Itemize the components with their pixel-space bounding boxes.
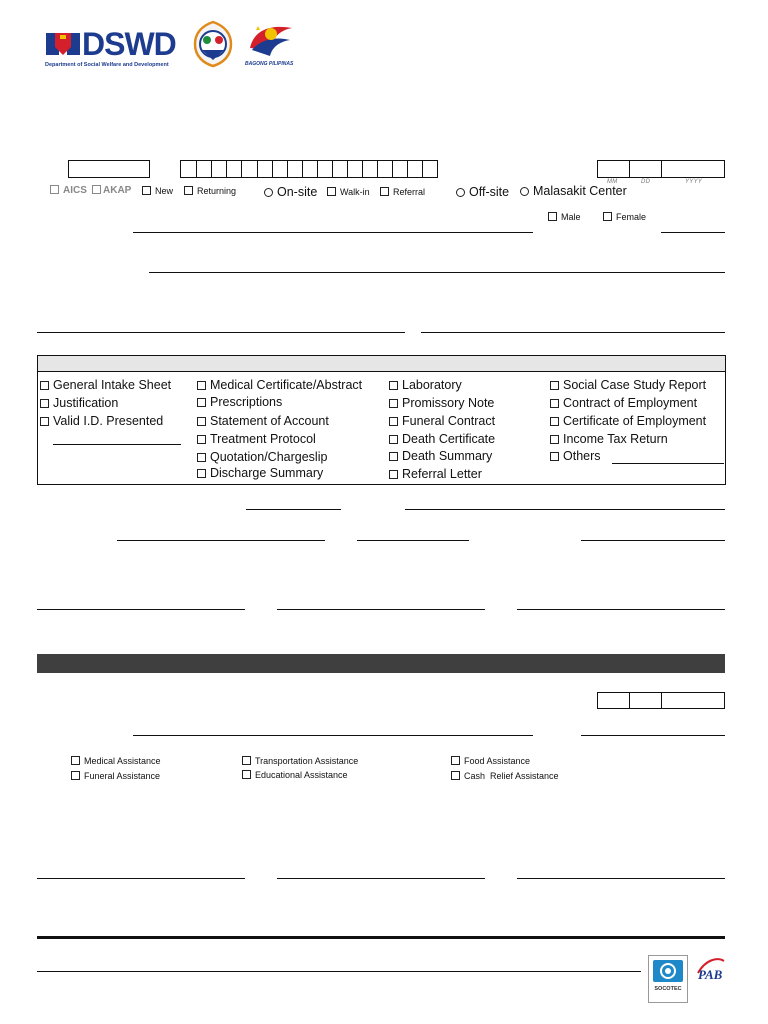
footer-rule-thick: [37, 936, 725, 939]
funeral-assistance-checkbox[interactable]: [71, 771, 80, 780]
onsite-label: On-site: [277, 185, 318, 199]
requirement-item[interactable]: [550, 414, 706, 428]
requirement-checkbox[interactable]: [197, 435, 206, 444]
requirement-item[interactable]: [389, 396, 494, 410]
requirement-label: Laboratory: [402, 378, 462, 392]
requirement-label: Others: [563, 449, 601, 463]
dswd-subtitle: Department of Social Welfare and Development: [45, 62, 169, 68]
bagong-pilipinas-icon: [244, 20, 298, 60]
offsite-option[interactable]: [456, 185, 509, 199]
requirement-checkbox[interactable]: [389, 452, 398, 461]
field-line-f[interactable]: [581, 735, 725, 736]
signature-line-3[interactable]: [517, 609, 725, 610]
returning-label: Returning: [197, 186, 237, 196]
requirement-item[interactable]: [550, 432, 668, 446]
referral-label: Referral: [393, 187, 426, 197]
requirement-checkbox[interactable]: [389, 399, 398, 408]
walkin-option[interactable]: [327, 187, 370, 197]
signature-line-6[interactable]: [517, 878, 725, 879]
medical-assistance-checkbox[interactable]: [71, 756, 80, 765]
requirements-header: [38, 356, 725, 372]
requirement-item[interactable]: [197, 450, 327, 464]
dswd-logo-text: DSWD: [82, 26, 176, 62]
requirement-item[interactable]: [550, 449, 601, 463]
educational-assistance-option[interactable]: [242, 770, 348, 780]
socotec-icon: [659, 962, 677, 980]
offsite-label: Off-site: [469, 185, 510, 199]
requirement-item[interactable]: [40, 396, 118, 410]
requirement-checkbox[interactable]: [550, 399, 559, 408]
requirement-checkbox[interactable]: [197, 469, 206, 478]
requirement-item[interactable]: [389, 467, 482, 481]
requirement-label: Death Certificate: [402, 432, 496, 446]
requirement-checkbox[interactable]: [389, 470, 398, 479]
requirement-label: Income Tax Return: [563, 432, 668, 446]
cash-relief-assistance-label: Cash Relief Assistance: [464, 771, 559, 781]
aics-option[interactable]: [50, 185, 87, 196]
requirement-label: Promissory Note: [402, 396, 495, 410]
walkin-checkbox[interactable]: [327, 187, 336, 196]
aics-checkbox[interactable]: [50, 185, 59, 194]
requirement-checkbox[interactable]: [40, 381, 49, 390]
referral-option[interactable]: [380, 187, 425, 197]
female-label: Female: [616, 212, 647, 222]
food-assistance-option[interactable]: [451, 756, 530, 766]
requirement-item[interactable]: [40, 414, 163, 428]
requirement-checkbox[interactable]: [40, 399, 49, 408]
requirement-label: General Intake Sheet: [53, 378, 172, 392]
medical-assistance-option[interactable]: [71, 756, 161, 766]
socotec-badge: [648, 955, 688, 1003]
requirements-extra-line[interactable]: [53, 444, 181, 445]
new-label: New: [155, 186, 174, 196]
onsite-radio[interactable]: [264, 188, 273, 197]
requirement-item[interactable]: [389, 378, 462, 392]
malasakit-option[interactable]: [520, 184, 627, 198]
requirement-checkbox[interactable]: [550, 435, 559, 444]
requirement-label: Statement of Account: [210, 414, 329, 428]
food-assistance-label: Food Assistance: [464, 756, 531, 766]
akap-option[interactable]: [92, 185, 131, 196]
requirement-checkbox[interactable]: [389, 381, 398, 390]
others-specify-line[interactable]: [612, 463, 724, 464]
requirement-item[interactable]: [550, 396, 697, 410]
referral-checkbox[interactable]: [380, 187, 389, 196]
date-caption-mm: MM: [607, 179, 618, 185]
signature-line-2[interactable]: [277, 609, 485, 610]
requirement-checkbox[interactable]: [197, 381, 206, 390]
requirement-item[interactable]: [197, 466, 323, 480]
requirement-label: Treatment Protocol: [210, 432, 316, 446]
field-line-left[interactable]: [37, 332, 405, 333]
id-number-grid[interactable]: [180, 160, 438, 178]
aics-label: AICS: [63, 185, 87, 196]
requirement-checkbox[interactable]: [550, 381, 559, 390]
malasakit-radio[interactable]: [520, 187, 529, 196]
food-assistance-checkbox[interactable]: [451, 756, 460, 765]
requirement-checkbox[interactable]: [197, 417, 206, 426]
akap-label: AKAP: [103, 185, 132, 196]
requirement-label: Funeral Contract: [402, 414, 496, 428]
requirement-label: Medical Certificate/Abstract: [210, 378, 363, 392]
field-line-right[interactable]: [421, 332, 725, 333]
signature-line-1[interactable]: [37, 609, 245, 610]
requirement-item[interactable]: [389, 414, 495, 428]
pab-label: PAB: [698, 967, 723, 982]
signature-line-4[interactable]: [37, 878, 245, 879]
funeral-assistance-option[interactable]: [71, 771, 160, 781]
date-caption-yyyy: YYYY: [685, 179, 703, 185]
date-box[interactable]: [597, 160, 725, 178]
dswd-emblem-icon: [45, 30, 81, 60]
field-line-b[interactable]: [405, 509, 725, 510]
requirement-label: Contract of Employment: [563, 396, 698, 410]
footer-rule-thin: [37, 971, 641, 972]
field-line-c[interactable]: [117, 540, 325, 541]
returning-option[interactable]: [184, 186, 236, 196]
dswd-logo: [45, 28, 185, 72]
pab-badge: [690, 955, 730, 1001]
control-number-box[interactable]: [68, 160, 150, 178]
akap-checkbox[interactable]: [92, 185, 101, 194]
requirement-checkbox[interactable]: [389, 435, 398, 444]
male-label: Male: [561, 212, 581, 222]
transportation-assistance-checkbox[interactable]: [242, 756, 251, 765]
cash-relief-assistance-option[interactable]: [451, 771, 559, 781]
client-name-line[interactable]: [133, 232, 533, 233]
funeral-assistance-label: Funeral Assistance: [84, 771, 161, 781]
client-name-line-2[interactable]: [133, 735, 533, 736]
onsite-option[interactable]: [264, 185, 317, 199]
requirement-label: Death Summary: [402, 449, 493, 463]
date-caption-dd: DD: [641, 179, 651, 185]
requirement-checkbox[interactable]: [40, 417, 49, 426]
cash-relief-assistance-checkbox[interactable]: [451, 771, 460, 780]
field-line-d[interactable]: [357, 540, 469, 541]
bagong-pilipinas-text: BAGONG PILIPINAS: [245, 61, 294, 67]
male-checkbox[interactable]: [548, 212, 557, 221]
female-option[interactable]: [603, 212, 646, 222]
requirement-label: Prescriptions: [210, 395, 283, 409]
requirement-item[interactable]: [550, 378, 706, 392]
field-line-e[interactable]: [581, 540, 725, 541]
female-checkbox[interactable]: [603, 212, 612, 221]
returning-checkbox[interactable]: [184, 186, 193, 195]
requirement-item[interactable]: [389, 432, 495, 446]
educational-assistance-checkbox[interactable]: [242, 770, 251, 779]
requirement-label: Social Case Study Report: [563, 378, 707, 392]
section-band: [37, 654, 725, 673]
seal-icon: [192, 20, 234, 68]
bagong-pilipinas-logo: [244, 20, 300, 70]
new-option[interactable]: [142, 186, 173, 196]
requirement-item[interactable]: [197, 378, 362, 392]
requirement-checkbox[interactable]: [197, 398, 206, 407]
walkin-label: Walk-in: [340, 187, 370, 197]
requirement-label: Justification: [53, 396, 119, 410]
requirement-item[interactable]: [197, 395, 282, 409]
requirement-label: Discharge Summary: [210, 466, 324, 480]
new-checkbox[interactable]: [142, 186, 151, 195]
medical-assistance-label: Medical Assistance: [84, 756, 161, 766]
requirement-label: Quotation/Chargeslip: [210, 450, 328, 464]
age-line[interactable]: [661, 232, 725, 233]
requirement-item[interactable]: [197, 432, 316, 446]
requirement-label: Certificate of Employment: [563, 414, 707, 428]
transportation-assistance-label: Transportation Assistance: [255, 756, 359, 766]
requirement-item[interactable]: [389, 449, 492, 463]
requirement-checkbox[interactable]: [197, 453, 206, 462]
signature-line-5[interactable]: [277, 878, 485, 879]
field-line-a[interactable]: [246, 509, 341, 510]
socotec-label: SOCOTEC: [654, 986, 682, 992]
transportation-assistance-option[interactable]: [242, 756, 358, 766]
malasakit-label: Malasakit Center: [533, 184, 627, 198]
educational-assistance-label: Educational Assistance: [255, 770, 348, 780]
requirement-checkbox[interactable]: [550, 452, 559, 461]
requirement-label: Referral Letter: [402, 467, 482, 481]
requirement-item[interactable]: [40, 378, 171, 392]
offsite-radio[interactable]: [456, 188, 465, 197]
requirement-checkbox[interactable]: [550, 417, 559, 426]
address-line[interactable]: [149, 272, 725, 273]
male-option[interactable]: [548, 212, 581, 222]
requirement-checkbox[interactable]: [389, 417, 398, 426]
requirement-item[interactable]: [197, 414, 329, 428]
date-box-2[interactable]: [597, 692, 725, 709]
requirement-label: Valid I.D. Presented: [53, 414, 164, 428]
